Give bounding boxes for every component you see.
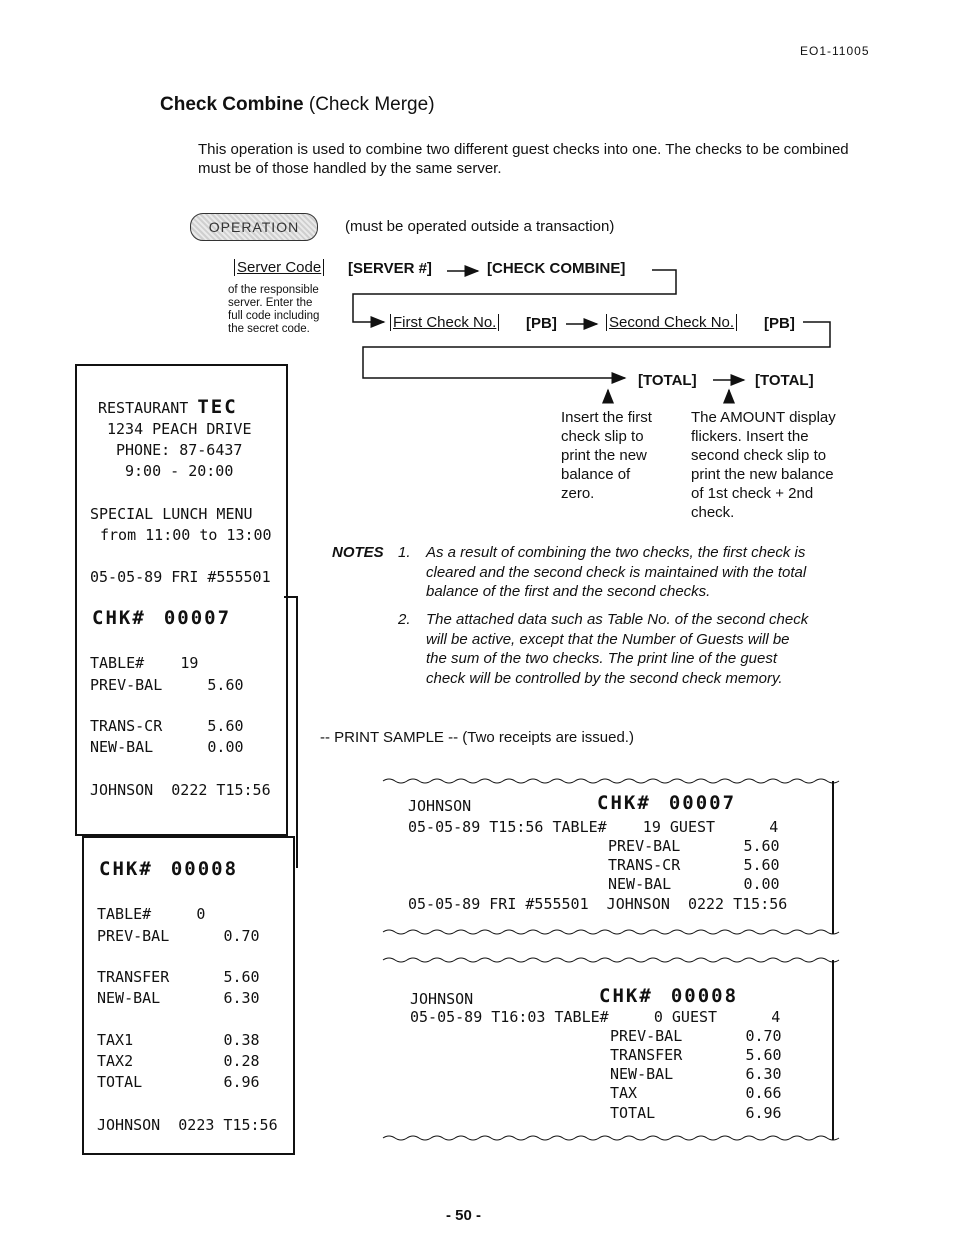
receipt-2-tax1: TAX1 0.38	[97, 1031, 260, 1049]
receipt-2-check-number: CHK# 00008	[99, 858, 239, 880]
flow-first-check: First Check No.	[390, 314, 499, 331]
slip-1-date-line: 05-05-89 T15:56 TABLE# 19 GUEST 4	[408, 818, 779, 836]
title-rest: (Check Merge)	[308, 94, 435, 115]
slip-1-trans-cr: TRANS-CR 5.60	[608, 856, 780, 874]
server-code-note: of the responsible server. Enter the full code including the secret code.	[228, 284, 320, 335]
receipt-1-special: SPECIAL LUNCH MENU	[90, 505, 253, 523]
print-sample-label: -- PRINT SAMPLE -- (Two receipts are issued.)	[320, 729, 634, 746]
flow-server-code: Server Code	[234, 259, 324, 276]
receipt-2-transfer: TRANSFER 5.60	[97, 968, 260, 986]
note-2-text: The attached data such as Table No. of the second check will be active, except that the Number of Guests will be the sum of the two checks. The print line of the guest check will be controlled by the second check memory.	[426, 611, 809, 687]
slip-2-new-bal: NEW-BAL 6.30	[610, 1065, 782, 1083]
document-id: EO1-11005	[800, 44, 870, 58]
receipt-1-table: TABLE# 19	[90, 654, 199, 672]
note-2-number: 2.	[398, 611, 411, 628]
receipt-1-restaurant: RESTAURANT TEC	[98, 396, 238, 418]
receipt-1-new-bal: NEW-BAL 0.00	[90, 738, 244, 756]
receipt-1-prev-bal: PREV-BAL 5.60	[90, 676, 244, 694]
title-bold: Check Combine	[160, 94, 304, 115]
slip-2-transfer: TRANSFER 5.60	[610, 1046, 782, 1064]
slip-2-check-number: CHK# 00008	[599, 985, 739, 1007]
flow-check-combine: [CHECK COMBINE]	[487, 260, 626, 277]
note-1-number: 1.	[398, 544, 411, 561]
flow-total-1: [TOTAL]	[638, 372, 697, 389]
slip-1-new-bal: NEW-BAL 0.00	[608, 875, 780, 893]
flow-pb-2: [PB]	[764, 315, 795, 332]
receipt-2-prev-bal: PREV-BAL 0.70	[97, 927, 260, 945]
total-2-note: The AMOUNT display flickers. Insert the second check slip to print the new balance of 1st check + 2nd check.	[691, 409, 836, 521]
receipt-1-address: 1234 PEACH DRIVE	[107, 420, 252, 438]
receipt-2-footer: JOHNSON 0223 T15:56	[97, 1116, 278, 1134]
flow-server-key: [SERVER #]	[348, 260, 432, 277]
receipt-2-tax2: TAX2 0.28	[97, 1052, 260, 1070]
flow-total-2: [TOTAL]	[755, 372, 814, 389]
receipt-1-phone: PHONE: 87-6437	[116, 441, 243, 459]
receipt-1-footer: JOHNSON 0222 T15:56	[90, 781, 271, 799]
total-1-note: Insert the first check slip to print the new balance of zero.	[561, 409, 652, 502]
receipt-1-trans-cr: TRANS-CR 5.60	[90, 717, 244, 735]
notes-label: NOTES	[332, 544, 384, 561]
receipt-1-date: 05-05-89 FRI #555501	[90, 568, 271, 586]
slip-2-date-line: 05-05-89 T16:03 TABLE# 0 GUEST 4	[410, 1008, 781, 1026]
receipt-1-from: from 11:00 to 13:00	[100, 526, 272, 544]
slip-2-total: TOTAL 6.96	[610, 1104, 782, 1122]
flow-pb-1: [PB]	[526, 315, 557, 332]
receipt-2-new-bal: NEW-BAL 6.30	[97, 989, 260, 1007]
note-1-text: As a result of combining the two checks, the first check is cleared and the second check is maintained with the total balance of the first and the second checks.	[426, 544, 807, 600]
receipt-2-table: TABLE# 0	[97, 905, 206, 923]
receipt-1-check-number: CHK# 00007	[92, 607, 232, 629]
flow-second-check: Second Check No.	[606, 314, 737, 331]
slip-1-check-number: CHK# 00007	[597, 792, 737, 814]
slip-1-prev-bal: PREV-BAL 5.60	[608, 837, 780, 855]
page-number: - 50 -	[446, 1207, 482, 1224]
operation-badge: OPERATION	[190, 213, 318, 241]
tec-logo: TEC	[197, 396, 238, 418]
slip-1-footer: 05-05-89 FRI #555501 JOHNSON 0222 T15:56	[408, 895, 788, 913]
operation-note: (must be operated outside a transaction)	[345, 218, 615, 235]
slip-2-prev-bal: PREV-BAL 0.70	[610, 1027, 782, 1045]
receipt-1-hours: 9:00 - 20:00	[125, 462, 234, 480]
intro-paragraph: This operation is used to combine two different guest checks into one. The checks to be combined must be of those handled by the same server.	[198, 141, 849, 177]
slip-1-name: JOHNSON	[408, 797, 472, 815]
slip-2-name: JOHNSON	[410, 990, 474, 1008]
slip-2-tax: TAX 0.66	[610, 1084, 782, 1102]
receipt-2-total: TOTAL 6.96	[97, 1073, 260, 1091]
